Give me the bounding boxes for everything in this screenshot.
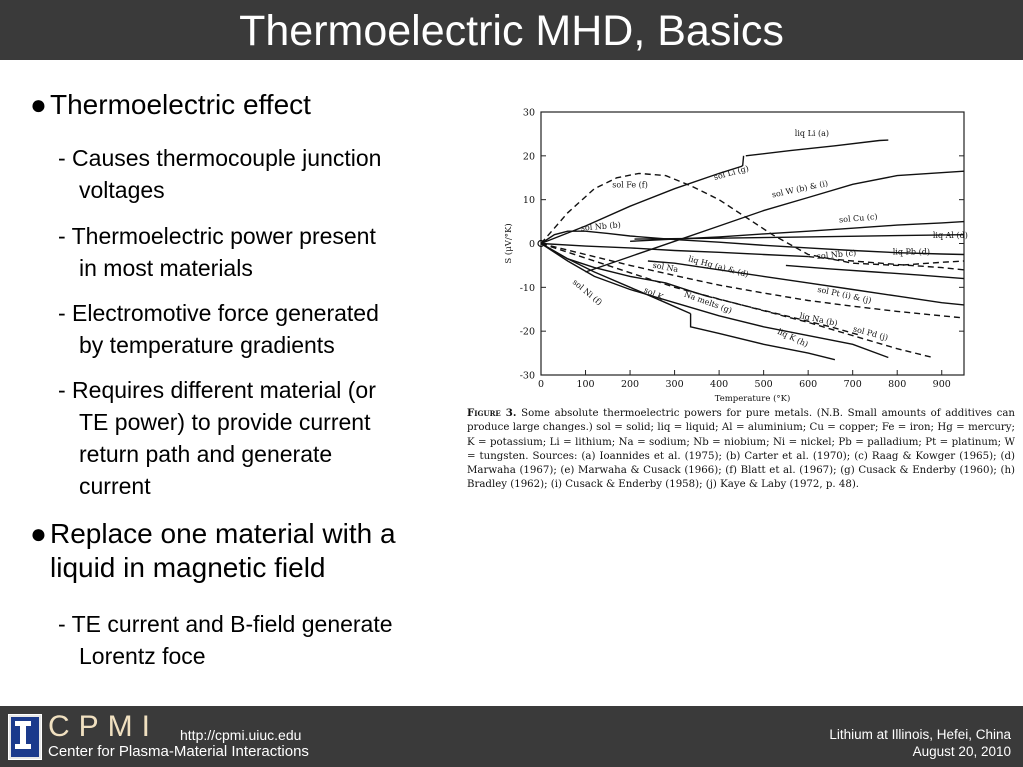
sub-bullet-1-1 (58, 142, 381, 206)
x-tick-label: 200 (620, 379, 640, 390)
sub-bullet-1-3 (58, 297, 379, 361)
y-tick-label: -20 (519, 326, 535, 338)
event-date: August 20, 2010 (912, 744, 1011, 759)
bullet-1 (30, 88, 311, 122)
y-tick-label: 10 (522, 195, 535, 207)
bullet-1-text: Thermoelectric effect (50, 89, 311, 120)
series-line (746, 140, 889, 156)
bullet-dot: ● (30, 89, 47, 120)
x-axis-label: Temperature (°K) (714, 394, 791, 404)
series-label: sol Nb (b) (580, 220, 622, 233)
series-label: sol W (b) & (i) (771, 178, 829, 200)
thermoelectric-chart (464, 92, 1014, 404)
footer-bar (0, 706, 1023, 767)
series-label: liq Li (a) (794, 129, 830, 139)
x-tick-label: 500 (754, 379, 773, 390)
sub-line: in most materials (79, 255, 253, 281)
bullet-2-line2: liquid in magnetic field (50, 552, 326, 583)
series-label: sol Fe (f) (612, 180, 648, 190)
sub-line: - Electromotive force generated (58, 300, 379, 326)
series-label: liq Na (b) (798, 311, 839, 328)
annotation-label: Na melts (g) (682, 289, 734, 316)
sub-bullet-2-1 (58, 608, 393, 672)
x-tick-label: 800 (888, 379, 907, 390)
sub-line: - TE current and B-field generate (58, 611, 393, 637)
x-tick-label: 0 (537, 379, 545, 390)
sub-line: current (79, 473, 151, 499)
bullet-dot: ● (30, 518, 47, 549)
series-line (635, 235, 965, 239)
sub-line: Lorentz foce (79, 643, 206, 669)
x-tick-label: 700 (843, 379, 862, 390)
series-label: liq Pb (d) (892, 247, 930, 257)
x-tick-label: 400 (710, 379, 729, 390)
sub-line: return path and generate (79, 441, 333, 467)
series-line (541, 156, 744, 244)
y-axis-label: S (μV/°K) (504, 223, 514, 264)
sub-bullet-1-4 (58, 374, 376, 502)
sub-bullet-1-2 (58, 220, 376, 284)
y-tick-label: 0 (528, 239, 535, 250)
series-label: sol Pt (i) & (j) (816, 284, 873, 306)
cpmi-logo-text: CPMI (48, 710, 159, 743)
y-tick-label: -30 (519, 370, 535, 382)
sub-line: - Thermoelectric power present (58, 223, 376, 249)
y-tick-label: 30 (522, 107, 535, 119)
cpmi-logo-icon (8, 714, 42, 760)
figure-caption (467, 406, 1015, 493)
event-name: Lithium at Illinois, Hefei, China (829, 727, 1011, 742)
series-label: liq Al (d) (932, 230, 968, 240)
series-label: sol Ni (f) (570, 277, 604, 308)
series-label: sol Li (g) (712, 163, 750, 182)
y-tick-label: 20 (522, 151, 535, 163)
series-label: sol Na (651, 260, 679, 275)
caption-head: Figure 3. (467, 407, 517, 419)
slide-title: Thermoelectric MHD, Basics (239, 7, 784, 55)
sub-line: TE power) to provide current (79, 409, 371, 435)
sub-line: - Requires different material (or (58, 377, 376, 403)
series-line (541, 244, 691, 314)
series-label: sol K (642, 285, 665, 302)
chart-frame (541, 112, 964, 375)
event-info (829, 726, 1011, 760)
sub-line: voltages (79, 177, 165, 203)
website-link[interactable]: http://cpmi.uiuc.edu (180, 727, 302, 743)
x-tick-label: 300 (665, 379, 684, 390)
series-label: liq K (h) (776, 327, 810, 349)
bullet-2 (30, 517, 396, 585)
x-tick-label: 600 (799, 379, 818, 390)
series-label: sol Pd (j) (852, 324, 890, 343)
series-label: sol Cu (c) (838, 212, 878, 225)
sub-line: - Causes thermocouple junction (58, 145, 382, 171)
series-line (786, 265, 964, 278)
series-label: sol Nb (c) (816, 248, 857, 261)
x-tick-label: 100 (576, 379, 595, 390)
sub-line: by temperature gradients (79, 332, 335, 358)
caption-body: Some absolute thermoelectric powers for pure metals. (N.B. Small amounts of additives can produce large changes.) sol = solid; liq = liquid; Al = aluminium; Cu = copper; Fe = iron; Hg = mercury; K = potassium; Li = lithium; Na = sodium; Nb = niobium; Ni = nickel; Pb = palladium; Pt = platinum; W = tungsten. Sources: (a) Ioannides et al. (1975); (b) Carter et al. (1970); (c) Raag & Kowger (1965); (d) Marwaha (1967); (e) Marwaha & Cusack (1966); (f) Blatt et al. (1967); (g) Cusack & Enderby (1960); (h) Bradley (1962); (i) Cusack & Enderby (1958); (j) Kaye & Laby (1972, p. 48). (467, 408, 1015, 491)
center-name: Center for Plasma-Material Interactions (48, 743, 309, 760)
slide-content (0, 60, 475, 700)
slide-title-bar (0, 0, 1023, 60)
bullet-2-line1: Replace one material with a (50, 518, 396, 549)
series-label: liq Hg (a) & (d) (687, 254, 750, 280)
x-tick-label: 900 (932, 379, 951, 390)
y-tick-label: -10 (519, 282, 535, 294)
